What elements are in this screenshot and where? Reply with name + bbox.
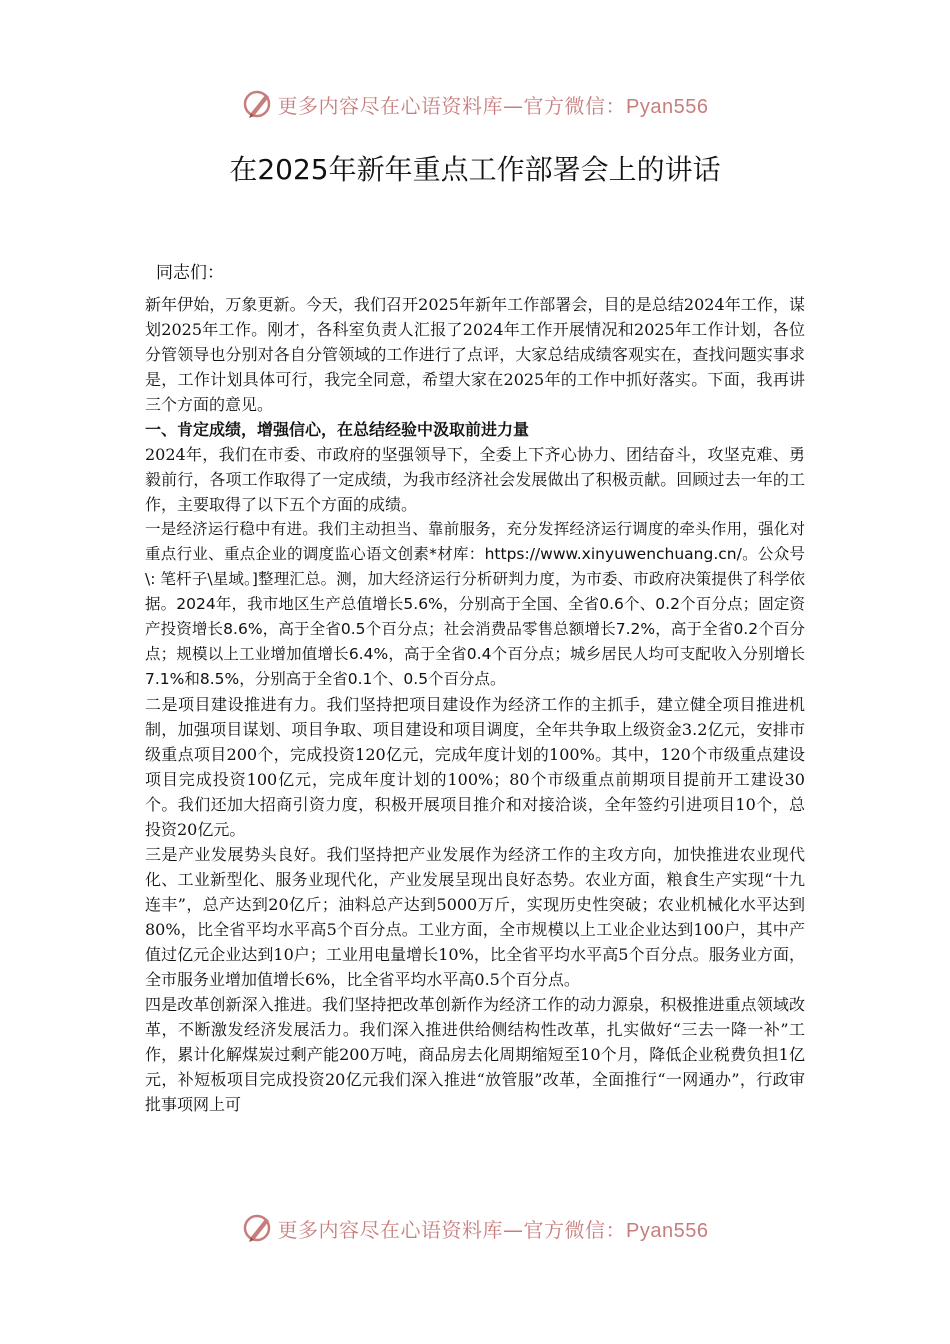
paragraph-economy: 一是经济运行稳中有进。我们主动担当、靠前服务，充分发挥经济运行调度的牵头作用，强化对重点行业、重点企业的调度监心语文创素*材库：https://www.xinyuwenchuang.cn/。公众号\: 笔杆子\星域。]整理汇总。测，加大经济运行分析研判力度，为市委、市政府决策提供了科学依据。2024年，我市地区生产总值增长5.6%，分别高于全国、全省0.6个、0.2个百分点；固定资产投资增长8.6%，高于全省0.5个百分点；社会消费品零售总额增长7.2%，高于全省0.2个百分点；规模以上工业增加值增长6.4%，高于全省0.4个百分点；城乡居民人均可支配收入分别增长7.1%和8.5%，分别高于全省0.1个、0.5个百分点。 xyxy=(145,520,805,688)
paragraph-reform: 四是改革创新深入推进。我们坚持把改革创新作为经济工作的动力源泉，积极推进重点领域改革，不断激发经济发展活力。我们深入推进供给侧结构性改革，扎实做好“三去一降一补”工作，累计化解煤炭过剩产能200万吨，商品房去化周期缩短至10个月，降低企业税费负担1亿元，补短板项目完成投资20亿元我们深入推进“放管服”改革，全面推行“一网通办”，行政审批事项网上可 xyxy=(145,995,805,1114)
watermark-text: 更多内容尽在心语资料库—官方微信：Pyan556 xyxy=(277,1217,709,1242)
section-heading-1: 一、肯定成绩，增强信心，在总结经验中汲取前进力量 xyxy=(145,420,530,439)
salutation: 同志们： xyxy=(156,263,224,283)
paragraph-industry: 三是产业发展势头良好。我们坚持把产业发展作为经济工作的主攻方向，加快推进农业现代化、工业新型化、服务业现代化，产业发展呈现出良好态势。农业方面，粮食生产实现“十九连丰”，总产达到20亿斤；油料总产达到5000万斤，实现历史性突破；农业机械化水平达到80%，比全省平均水平高5个百分点。工业方面，全市规模以上工业企业达到100户，其中产值过亿元企业达到10户；工业用电量增长10%，比全省平均水平高5个百分点。服务业方面，全市服务业增加值增长6%，比全省平均水平高0.5个百分点。 xyxy=(145,845,805,989)
watermark-banner-bottom xyxy=(0,1208,950,1248)
paragraph-intro: 新年伊始，万象更新。今天，我们召开2025年新年工作部署会，目的是总结2024年工作，谋划2025年工作。刚才，各科室负责人汇报了2024年工作开展情况和2025年工作计划，各位分管领导也分别对各自分管领域的工作进行了点评，大家总结成绩客观实在，查找问题实事求是，工作计划具体可行，我完全同意，希望大家在2025年的工作中抓好落实。下面，我再讲三个方面的意见。 xyxy=(145,295,805,414)
watermark-text: 更多内容尽在心语资料库—官方微信：Pyan556 xyxy=(277,93,709,118)
document-body xyxy=(145,292,805,1117)
document-title: 在2025年新年重点工作部署会上的讲话 xyxy=(229,153,721,186)
paragraph-projects: 二是项目建设推进有力。我们坚持把项目建设作为经济工作的主抓手，建立健全项目推进机制，加强项目谋划、项目争取、项目建设和项目调度，全年共争取上级资金3.2亿元，安排市级重点项目200个，完成投资120亿元，完成年度计划的100%。其中，120个市级重点建设项目完成投资100亿元，完成年度计划的100%；80个市级重点前期项目提前开工建设30个。我们还加大招商引资力度，积极开展项目推介和对接洽谈，全年签约引进项目10个，总投资20亿元。 xyxy=(145,695,805,839)
paragraph-achievements: 2024年，我们在市委、市政府的坚强领导下，全委上下齐心协力、团结奋斗，攻坚克难、勇毅前行，各项工作取得了一定成绩，为我市经济社会发展做出了积极贡献。回顾过去一年的工作，主要取得了以下五个方面的成绩。 xyxy=(145,445,805,514)
watermark-banner-top xyxy=(0,84,950,124)
pen-logo-icon xyxy=(242,88,274,120)
pen-logo-icon xyxy=(242,1212,274,1244)
